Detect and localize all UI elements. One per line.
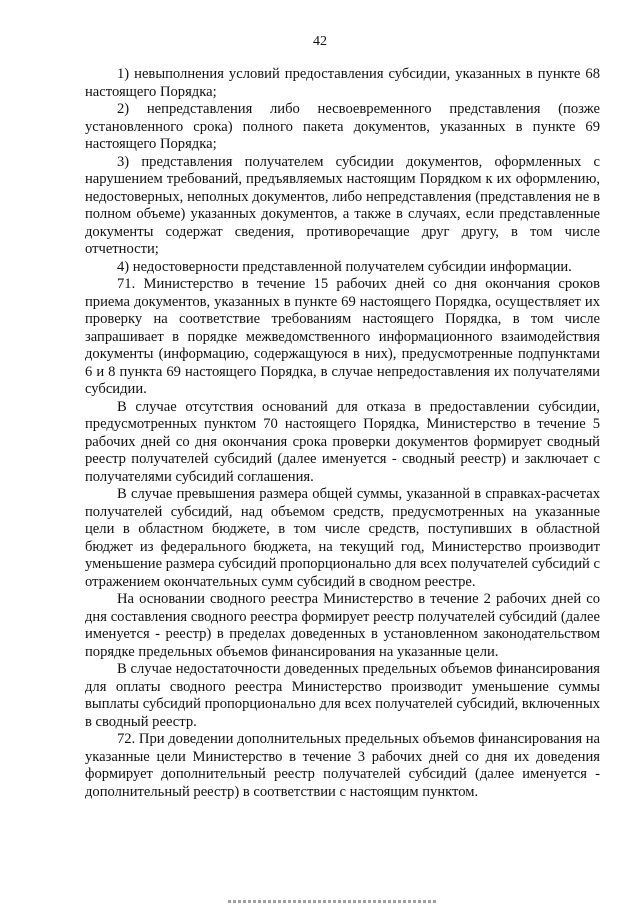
- paragraph-clause-71: 71. Министерство в течение 15 рабочих дней со дня окончания сроков приема документов, указанных в пункте 69 настоящего Порядка, осуществляет их проверку на соответствие требованиям настоящего Порядка, в том числе запрашивает в порядке межведомственного информационного взаимодействия документы (информацию, содержащуюся в них), предусмотренные подпунктами 6 и 8 пункта 69 настоящего Порядка, в случае непредоставления их получателями субсидии.: [85, 276, 600, 397]
- paragraph-exceeding-amount: В случае превышения размера общей суммы, указанной в справках-расчетах получателей субсидий, над объемом средств, предусмотренных на указанные цели в областном бюджете, в том числе средств, поступивших в областной бюджет из федерального бюджета, на текущий год, Министерство производит уменьшение размера субсидий пропорционально для всех получателей субсидий с отражением окончательных сумм субсидий в сводном реестре.: [85, 486, 600, 590]
- paragraph-insufficient-funding: В случае недостаточности доведенных предельных объемов финансирования для оплаты сводного реестра Министерство производит уменьшение суммы выплаты субсидий пропорционально для всех получателей субсидий, включенных в сводный реестр.: [85, 661, 600, 730]
- page-number: 42: [313, 34, 327, 49]
- paragraph-item-1: 1) невыполнения условий предоставления субсидии, указанных в пункте 68 настоящего Порядка;: [85, 66, 600, 100]
- paragraph-consolidated-register: На основании сводного реестра Министерство в течение 2 рабочих дней со дня составления сводного реестра формирует реестр получателей субсидий (далее именуется - реестр) в пределах доведенных в установленном законодательством порядке предельных объемов финансирования на указанные цели.: [85, 591, 600, 660]
- paragraph-item-3: 3) представления получателем субсидии документов, оформленных с нарушением требований, предъявляемых настоящим Порядком к их оформлению, недостоверных, неполных документов, либо непредставления (представления не в полном объеме) указанных документов, а также в случаях, если представленные документы содержат сведения, противоречащие друг другу, в том числе отчетности;: [85, 153, 600, 257]
- scan-edge-divider: [228, 900, 438, 903]
- document-body: [85, 66, 600, 801]
- paragraph-clause-72: 72. При доведении дополнительных предельных объемов финансирования на указанные цели Министерство в течение 3 рабочих дней со дня их доведения формирует дополнительный реестр получателей субсидий (далее именуется - дополнительный реестр) в соответствии с настоящим пунктом.: [85, 731, 600, 800]
- paragraph-item-2: 2) непредставления либо несвоевременного представления (позже установленного срока) полного пакета документов, указанных в пункте 69 настоящего Порядка;: [85, 101, 600, 152]
- paragraph-item-4: 4) недостоверности представленной получателем субсидии информации.: [117, 258, 572, 275]
- paragraph-no-refusal-grounds: В случае отсутствия оснований для отказа в предоставлении субсидии, предусмотренных пунктом 70 настоящего Порядка, Министерство в течение 5 рабочих дней со дня окончания срока проверки документов формирует сводный реестр получателей субсидий (далее именуется - сводный реестр) и заключает с получателями субсидий соглашения.: [85, 398, 600, 485]
